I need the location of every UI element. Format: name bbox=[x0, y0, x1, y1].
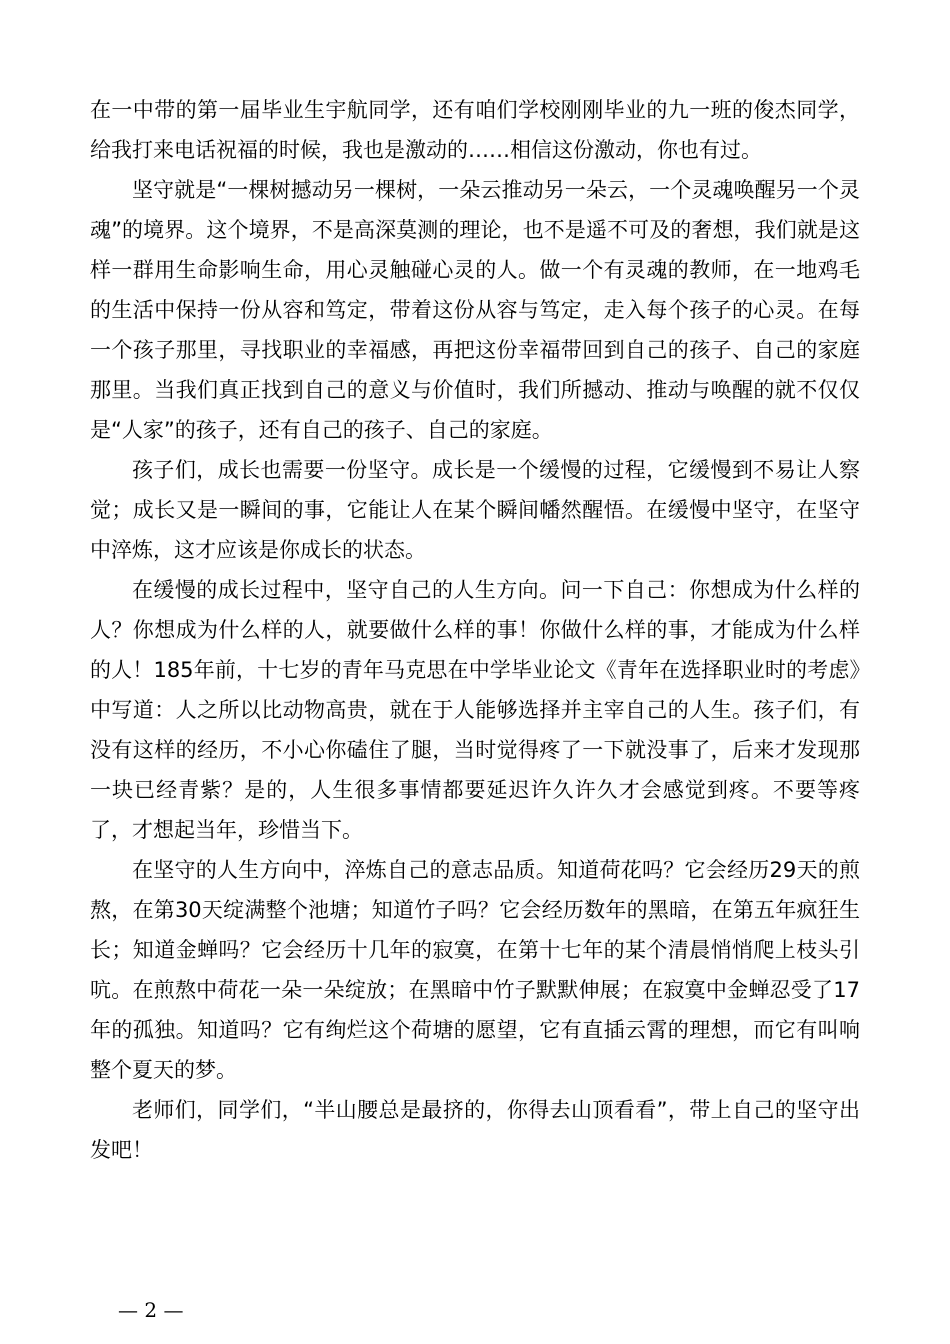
paragraph-3: 孩子们，成长也需要一份坚守。成长是一个缓慢的过程，它缓慢到不易让人察觉；成长又是一瞬间的事，它能让人在某个瞬间幡然醒悟。在缓慢中坚守，在坚守中淬炼，这才应该是你成长的状态。 bbox=[90, 458, 860, 562]
paragraph-4: 在缓慢的成长过程中，坚守自己的人生方向。问一下自己：你想成为什么样的人？你想成为什么样的人，就要做什么样的事！你做什么样的事，才能成为什么样的人！185年前，十七岁的青年马克思在中学毕业论文《青年在选择职业时的考虑》中写道：人之所以比动物高贵，就在于人能够选择并主宰自己的人生。孩子们，有没有这样的经历，不小心你磕住了腿，当时觉得疼了一下就没事了，后来才发现那一块已经青紫？是的，人生很多事情都要延迟许久许久才会感觉到疼。不要等疼了，才想起当年，珍惜当下。 bbox=[90, 578, 860, 842]
document-body bbox=[90, 90, 860, 1170]
paragraph-1: 在一中带的第一届毕业生宇航同学，还有咱们学校刚刚毕业的九一班的俊杰同学，给我打来电话祝福的时候，我也是激动的……相信这份激动，你也有过。 bbox=[90, 98, 860, 162]
page-number: — 2 — bbox=[118, 1298, 184, 1322]
paragraph-5: 在坚守的人生方向中，淬炼自己的意志品质。知道荷花吗？它会经历29天的煎熬，在第30天绽满整个池塘；知道竹子吗？它会经历数年的黑暗，在第五年疯狂生长；知道金蝉吗？它会经历十几年的寂寞，在第十七年的某个清晨悄悄爬上枝头引吭。在煎熬中荷花一朵一朵绽放；在黑暗中竹子默默伸展；在寂寞中金蝉忍受了17年的孤独。知道吗？它有绚烂这个荷塘的愿望，它有直插云霄的理想，而它有叫响整个夏天的梦。 bbox=[90, 858, 860, 1082]
paragraph-2: 坚守就是“一棵树撼动另一棵树，一朵云推动另一朵云，一个灵魂唤醒另一个灵魂”的境界。这个境界，不是高深莫测的理论，也不是遥不可及的奢想，我们就是这样一群用生命影响生命，用心灵触碰心灵的人。做一个有灵魂的教师，在一地鸡毛的生活中保持一份从容和笃定，带着这份从容与笃定，走入每个孩子的心灵。在每一个孩子那里，寻找职业的幸福感，再把这份幸福带回到自己的孩子、自己的家庭那里。当我们真正找到自己的意义与价值时，我们所撼动、推动与唤醒的就不仅仅是“人家”的孩子，还有自己的孩子、自己的家庭。 bbox=[90, 178, 860, 442]
paragraph-6: 老师们，同学们，“半山腰总是最挤的，你得去山顶看看”，带上自己的坚守出发吧！ bbox=[90, 1098, 860, 1162]
